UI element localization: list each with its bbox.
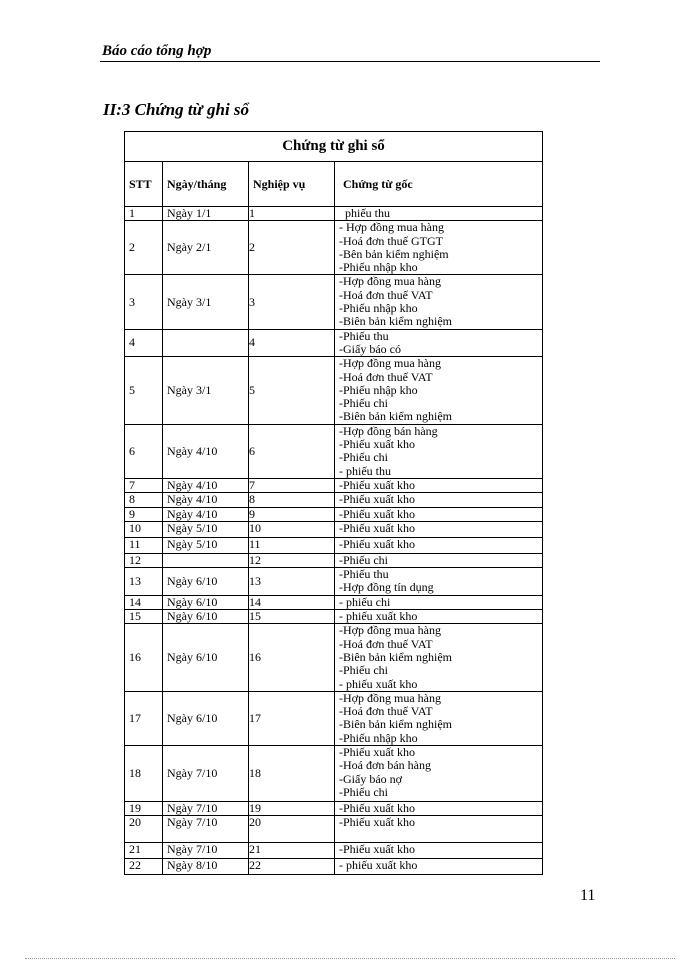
cell-source-docs [335, 424, 543, 478]
source-doc-line: -Biên bản kiểm nghiệm [339, 409, 452, 424]
page-number: 11 [580, 887, 596, 904]
source-doc-line: -Phiếu xuất kho [339, 521, 415, 535]
cell-stt: 14 [125, 595, 163, 609]
cell-date: Ngày 3/1 [163, 357, 249, 424]
source-doc-line: -Hợp đồng mua hàng [339, 356, 441, 371]
cell-operation: 10 [249, 521, 335, 537]
table-row [125, 553, 543, 567]
cell-operation: 21 [249, 843, 335, 859]
cell-date: Ngày 6/10 [163, 691, 249, 745]
cell-stt: 15 [125, 610, 163, 624]
cell-stt: 22 [125, 859, 163, 875]
cell-date: Ngày 4/10 [163, 507, 249, 521]
source-doc-line: -Hoá đơn bán hàng [339, 758, 431, 773]
source-doc-line: -Phiếu xuất kho [339, 478, 415, 492]
cell-stt: 9 [125, 507, 163, 521]
table-row [125, 493, 543, 507]
source-doc-line: -Phiếu chi [339, 663, 388, 678]
column-header-date: Ngày/tháng [163, 162, 249, 207]
table-row [125, 843, 543, 859]
source-doc-line: - Hợp đồng mua hàng [339, 220, 444, 235]
cell-source-docs [335, 493, 543, 507]
cell-operation: 19 [249, 801, 335, 815]
cell-source-docs [335, 329, 543, 357]
source-doc-line: -Phiếu chi [339, 450, 388, 465]
cell-date [163, 329, 249, 357]
cell-stt: 21 [125, 843, 163, 859]
cell-date: Ngày 7/10 [163, 816, 249, 843]
cell-source-docs [335, 691, 543, 745]
source-doc-line: -Phiếu xuất kho [339, 437, 415, 452]
table-row [125, 275, 543, 329]
cell-source-docs [335, 859, 543, 875]
cell-date: Ngày 7/10 [163, 801, 249, 815]
cell-date: Ngày 3/1 [163, 275, 249, 329]
cell-operation: 13 [249, 568, 335, 596]
source-doc-line: -Biên bản kiểm nghiệm [339, 314, 452, 329]
source-doc-line: -Hoá đơn thuế GTGT [339, 233, 443, 248]
cell-stt: 16 [125, 624, 163, 691]
table-row [125, 568, 543, 596]
cell-source-docs [335, 507, 543, 521]
table-row [125, 624, 543, 691]
cell-operation: 5 [249, 357, 335, 424]
cell-source-docs [335, 610, 543, 624]
cell-date: Ngày 8/10 [163, 859, 249, 875]
cell-date: Ngày 1/1 [163, 207, 249, 221]
cell-operation: 18 [249, 745, 335, 801]
source-doc-line: -Phiếu xuất kho [339, 537, 415, 551]
ledger-table [124, 131, 543, 875]
table-row [125, 595, 543, 609]
source-doc-line: -Giấy báo có [339, 341, 401, 356]
source-doc-line: -Phiếu xuất kho [339, 745, 415, 759]
source-doc-line: -Phiếu thu [339, 567, 389, 582]
cell-stt: 13 [125, 568, 163, 596]
source-doc-line: -Phiếu chi [339, 396, 388, 411]
cell-stt: 3 [125, 275, 163, 329]
cell-operation: 16 [249, 624, 335, 691]
cell-date [163, 553, 249, 567]
cell-stt: 7 [125, 478, 163, 492]
source-doc-line: -Phiếu xuất kho [339, 842, 415, 857]
source-doc-line: -Hoá đơn thuế VAT [339, 287, 433, 302]
cell-date: Ngày 6/10 [163, 624, 249, 691]
source-doc-line: -Phiếu xuất kho [339, 815, 415, 830]
cell-source-docs [335, 537, 543, 553]
section-title: II:3 Chứng từ ghi sổ [103, 100, 250, 119]
cell-source-docs [335, 568, 543, 596]
cell-operation: 2 [249, 221, 335, 275]
ledger-body [125, 207, 543, 875]
table-row [125, 745, 543, 801]
cell-operation: 15 [249, 610, 335, 624]
cell-stt: 6 [125, 424, 163, 478]
source-doc-line: -Phiếu nhập kho [339, 301, 418, 316]
source-doc-line: -Phiếu chi [339, 553, 388, 567]
source-doc-line: -Phiếu thu [339, 329, 389, 343]
cell-source-docs [335, 221, 543, 275]
table-row [125, 507, 543, 521]
cell-operation: 6 [249, 424, 335, 478]
source-doc-line: -Phiếu nhập kho [339, 260, 418, 275]
cell-date: Ngày 4/10 [163, 493, 249, 507]
table-caption: Chứng từ ghi sổ [125, 132, 543, 162]
source-doc-line: -Phiếu xuất kho [339, 492, 415, 507]
source-doc-line: -Bên bản kiểm nghiệm [339, 246, 449, 261]
cell-date: Ngày 4/10 [163, 478, 249, 492]
cell-stt: 2 [125, 221, 163, 275]
table-row [125, 816, 543, 843]
cell-source-docs [335, 843, 543, 859]
cell-operation: 14 [249, 595, 335, 609]
cell-source-docs [335, 595, 543, 609]
source-doc-line: -Phiếu xuất kho [339, 507, 415, 521]
table-row [125, 207, 543, 221]
source-doc-line: -Biên bản kiểm nghiệm [339, 717, 452, 732]
cell-date: Ngày 4/10 [163, 424, 249, 478]
table-row [125, 691, 543, 745]
cell-operation: 4 [249, 329, 335, 357]
source-doc-line: -Hợp đồng mua hàng [339, 623, 441, 638]
source-doc-line: -Hoá đơn thuế VAT [339, 704, 433, 719]
cell-stt: 8 [125, 493, 163, 507]
table-row [125, 357, 543, 424]
cell-source-docs [335, 745, 543, 801]
cell-stt: 19 [125, 801, 163, 815]
cell-date: Ngày 5/10 [163, 537, 249, 553]
cell-date: Ngày 5/10 [163, 521, 249, 537]
source-doc-line: -Biên bản kiểm nghiệm [339, 649, 452, 664]
cell-source-docs [335, 624, 543, 691]
column-header-source-docs: Chứng từ gốc [335, 162, 543, 207]
cell-stt: 11 [125, 537, 163, 553]
cell-source-docs [335, 478, 543, 492]
source-doc-line: phiếu thu [339, 206, 390, 220]
cell-stt: 10 [125, 521, 163, 537]
source-doc-line: - phiếu xuất kho [339, 609, 418, 624]
column-header-operation: Nghiệp vụ [249, 162, 335, 207]
cell-operation: 1 [249, 207, 335, 221]
source-doc-line: - phiếu xuất kho [339, 676, 418, 691]
source-doc-line: -Hợp đồng mua hàng [339, 274, 441, 289]
cell-stt: 20 [125, 816, 163, 843]
source-doc-line: -Hoá đơn thuế VAT [339, 369, 433, 384]
cell-date: Ngày 6/10 [163, 595, 249, 609]
cell-operation: 22 [249, 859, 335, 875]
source-doc-line: -Hợp đồng tín dụng [339, 580, 434, 595]
cell-stt: 5 [125, 357, 163, 424]
cell-operation: 12 [249, 553, 335, 567]
cell-source-docs [335, 816, 543, 843]
cell-source-docs [335, 275, 543, 329]
cell-operation: 8 [249, 493, 335, 507]
footer-divider [25, 958, 675, 959]
cell-operation: 3 [249, 275, 335, 329]
source-doc-line: -Giấy báo nợ [339, 771, 402, 786]
page-header [100, 43, 600, 62]
cell-stt: 17 [125, 691, 163, 745]
source-doc-line: -Hoá đơn thuế VAT [339, 636, 433, 651]
cell-operation: 9 [249, 507, 335, 521]
cell-operation: 7 [249, 478, 335, 492]
cell-operation: 20 [249, 816, 335, 843]
source-doc-line: - phiếu thu [339, 463, 391, 478]
source-doc-line: -Phiếu nhập kho [339, 730, 418, 745]
cell-source-docs [335, 521, 543, 537]
cell-source-docs [335, 357, 543, 424]
cell-stt: 12 [125, 553, 163, 567]
table-row [125, 221, 543, 275]
source-doc-line: -Hợp đồng bán hàng [339, 424, 438, 438]
cell-date: Ngày 6/10 [163, 568, 249, 596]
source-doc-line: - phiếu xuất kho [339, 858, 418, 873]
cell-date: Ngày 7/10 [163, 745, 249, 801]
cell-source-docs [335, 801, 543, 815]
table-row [125, 859, 543, 875]
cell-source-docs [335, 553, 543, 567]
table-row [125, 801, 543, 815]
table-row [125, 537, 543, 553]
cell-stt: 1 [125, 207, 163, 221]
cell-date: Ngày 2/1 [163, 221, 249, 275]
source-doc-line: -Phiếu xuất kho [339, 801, 415, 815]
table-row [125, 610, 543, 624]
source-doc-line: -Hợp đồng mua hàng [339, 691, 441, 705]
cell-operation: 11 [249, 537, 335, 553]
source-doc-line: -Phiếu chi [339, 784, 388, 799]
column-header-stt: STT [125, 162, 163, 207]
cell-date: Ngày 6/10 [163, 610, 249, 624]
table-row [125, 521, 543, 537]
table-row [125, 424, 543, 478]
table-row [125, 329, 543, 357]
cell-source-docs [335, 207, 543, 221]
header-title: Báo cáo tổng hợp [102, 43, 212, 59]
table-row [125, 478, 543, 492]
source-doc-line: -Phiếu nhập kho [339, 382, 418, 397]
cell-operation: 17 [249, 691, 335, 745]
cell-stt: 4 [125, 329, 163, 357]
cell-stt: 18 [125, 745, 163, 801]
source-doc-line: - phiếu chi [339, 595, 391, 609]
cell-date: Ngày 7/10 [163, 843, 249, 859]
